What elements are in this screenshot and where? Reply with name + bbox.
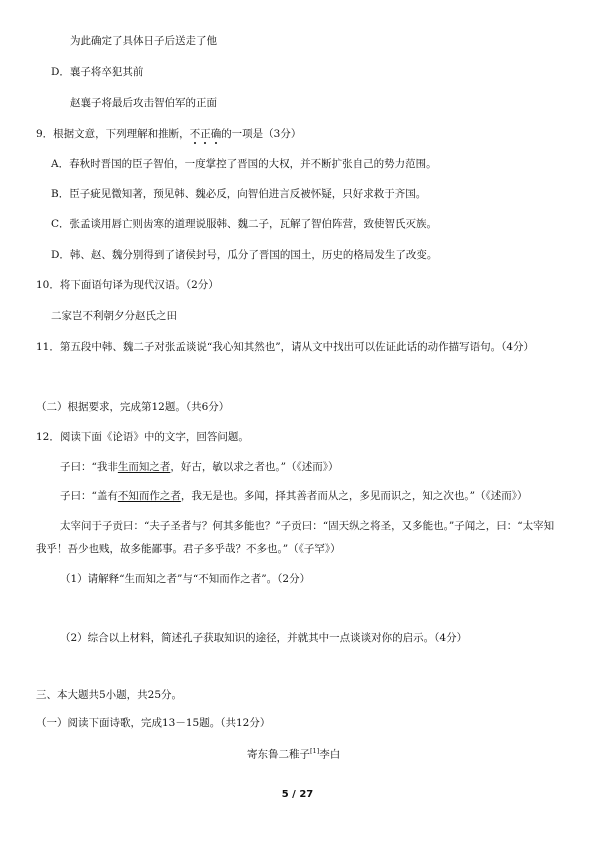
q9-option-c: C．张孟谈用唇亡则齿寒的道理说服韩、魏二子，瓦解了智伯阵营，致使智氏灭族。 [51, 218, 438, 230]
question-9-text-b: 的一项是（3分） [221, 128, 302, 140]
section-2-heading: （二）根据要求，完成第12题。（共6分） [36, 401, 230, 413]
q9-option-b: B．臣子疵见微知著，预见韩、魏必反，向智伯进言反被怀疑，只好求救于齐国。 [51, 188, 427, 200]
quote-1-underlined: 生而知之者 [117, 461, 171, 473]
question-9 [36, 129, 301, 140]
page-total: 27 [299, 789, 314, 800]
poem-title-text: 寄东鲁二稚子 [247, 748, 310, 761]
quote-1-b: ，好古，敏以求之者也。”（《述而》） [170, 461, 339, 473]
quote-1-a: 子曰：“我非 [60, 461, 118, 473]
poem-author: 李白 [319, 748, 341, 761]
text-line-1: 为此确定了具体日子后送走了他 [70, 35, 217, 47]
emphasis-char-3: 确 [210, 128, 222, 140]
quote-2-a: 子曰：“盖有 [60, 490, 118, 502]
page-current: 5 [281, 789, 289, 800]
quote-3-line-2: 我乎！吾少也贱，故多能鄙事。君子多乎哉？不多也。”（《子罕》） [36, 543, 341, 555]
question-9-text-a: 9．根据文意，下列理解和推断， [36, 128, 190, 140]
question-11: 11．第五段中韩、魏二子对张孟谈说“我心知其然也”，请从文中找出可以佐证此话的动作描写语句。（4分） [36, 341, 535, 353]
poem-footnote-marker: [1] [310, 747, 320, 755]
section-3-heading: 三、本大题共5小题，共25分。 [36, 689, 183, 701]
quote-2-underlined: 不知而作之者 [117, 490, 181, 502]
question-12: 12．阅读下面《论语》中的文字，回答问题。 [36, 431, 249, 443]
text-line-3: 赵襄子将最后攻击智伯军的正面 [70, 97, 217, 109]
q9-option-a: A．春秋时晋国的臣子智伯，一度掌控了晋国的大权，并不断扩张自己的势力范围。 [51, 158, 437, 170]
option-d: D．襄子将卒犯其前 [51, 66, 144, 78]
section-3-1-heading: （一）阅读下面诗歌，完成13－15题。（共12分） [36, 717, 271, 729]
quote-1 [60, 462, 339, 473]
quote-2 [60, 491, 528, 502]
quote-3-line-1: 太宰问于子贡曰：“夫子圣者与？何其多能也？”子贡曰：“固天纵之将圣，又多能也。”子闻之，曰：“太宰知 [60, 520, 555, 532]
page-number [0, 790, 595, 800]
emphasis-char-1: 不 [189, 128, 201, 140]
question-10: 10．将下面语句译为现代汉语。（2分） [36, 279, 219, 291]
question-12-part-2: （2）综合以上材料，简述孔子获取知识的途径，并就其中一点谈谈对你的启示。（4分） [60, 632, 468, 644]
q9-option-d: D．韩、赵、魏分别得到了诸侯封号，瓜分了晋国的国土，历史的格局发生了改变。 [51, 249, 438, 261]
poem-title [247, 748, 340, 760]
emphasis-char-2: 正 [200, 128, 211, 140]
page-separator: / [288, 789, 300, 800]
question-10-sentence: 二家岂不利朝夕分赵氏之田 [51, 310, 177, 322]
quote-2-b: ，我无是也。多闻，择其善者而从之，多见而识之，知之次也。”（《述而》） [180, 490, 528, 502]
question-12-part-1: （1）请解释“生而知之者”与“不知而作之者”。（2分） [60, 573, 311, 585]
